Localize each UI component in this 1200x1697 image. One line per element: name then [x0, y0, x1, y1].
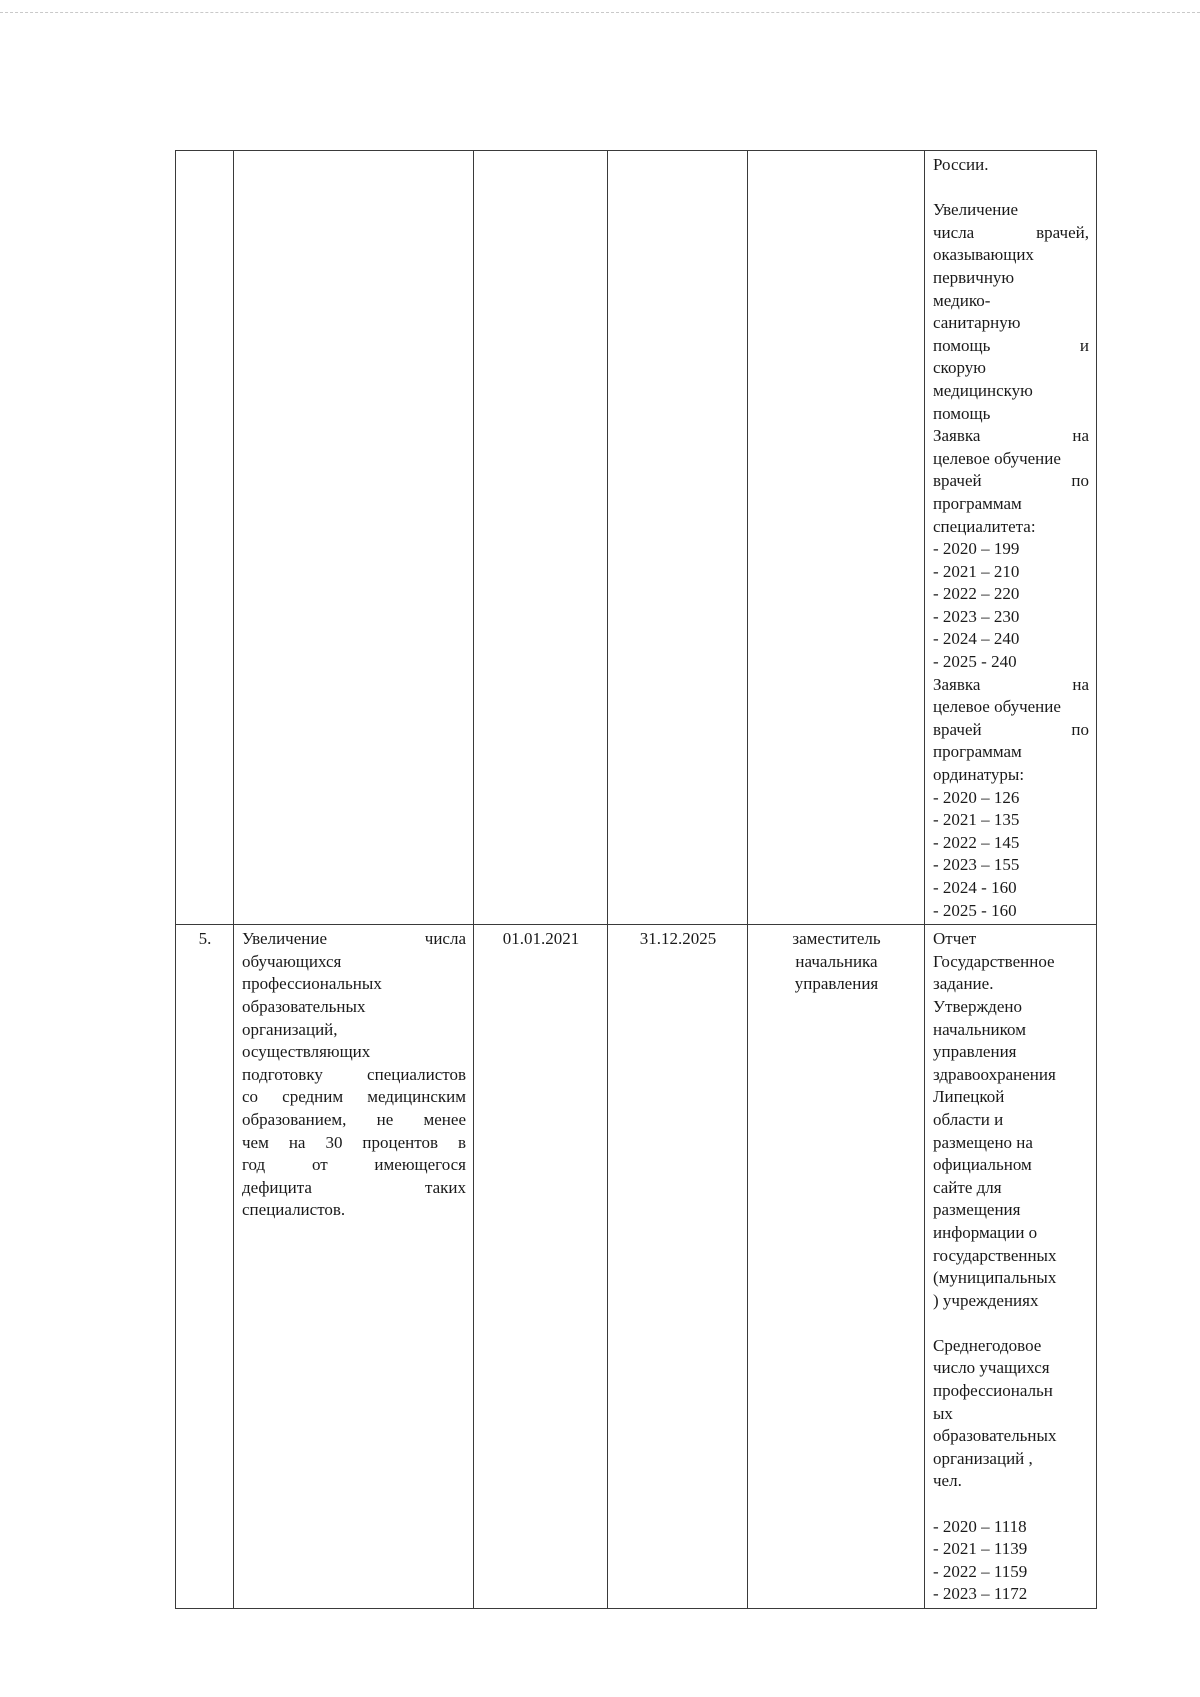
result-line: Заявка на [933, 674, 1089, 694]
cell-number [176, 925, 234, 1609]
result-text-block-a [933, 154, 1089, 177]
task-line: обучающихся [242, 951, 342, 971]
cell-start-empty [474, 151, 608, 925]
result-line: - 2024 – 240 [933, 629, 1020, 649]
cell-end-date [608, 925, 748, 1609]
result-line: программам [933, 493, 1022, 513]
result-line: - 2025 - 240 [933, 652, 1017, 672]
result-line: сайте для [933, 1177, 1002, 1197]
result-line: - 2025 - 160 [933, 900, 1017, 920]
result-line: целевое обучение [933, 448, 1061, 468]
task-line: чем на 30 процентов в [242, 1132, 466, 1152]
result-line: размещения [933, 1200, 1021, 1220]
result-line: программам [933, 742, 1022, 762]
start-date: 01.01.2021 [502, 929, 580, 949]
result-line: санитарную [933, 313, 1021, 333]
result-line: целевое обучение [933, 697, 1061, 717]
result-line: медицинскую [933, 380, 1033, 400]
result-line: информации о [933, 1222, 1038, 1242]
result-text-block-c [933, 1516, 1089, 1606]
cell-start-date [474, 925, 608, 1609]
cell-responsible-empty [748, 151, 925, 925]
task-line: осуществляющих [242, 1042, 371, 1062]
result-line: образовательных [933, 1426, 1057, 1446]
cell-number-empty [176, 151, 234, 925]
task-line: специалистов. [242, 1200, 346, 1220]
cell-task [234, 925, 474, 1609]
task-line: организаций, [242, 1019, 338, 1039]
result-line: - 2022 – 145 [933, 832, 1020, 852]
result-line: - 2023 – 1172 [933, 1584, 1028, 1604]
cell-responsible [748, 925, 925, 1609]
result-line: первичную [933, 267, 1015, 287]
responsible-line: заместитель [792, 929, 881, 949]
cell-result-continued [925, 151, 1097, 925]
result-line: организаций , [933, 1448, 1033, 1468]
result-line: Липецкой [933, 1087, 1005, 1107]
scan-edge-line [0, 12, 1200, 13]
result-text-block-b [933, 199, 1089, 922]
result-line: - 2020 – 126 [933, 787, 1020, 807]
end-date: 31.12.2025 [639, 929, 717, 949]
table-row-continued [176, 151, 1097, 925]
cell-end-empty [608, 151, 748, 925]
plan-table [175, 150, 1097, 1609]
result-line: Государственное [933, 951, 1055, 971]
result-line: области и [933, 1109, 1004, 1129]
row-number: 5. [198, 929, 212, 949]
result-line: официальном [933, 1155, 1032, 1175]
result-line: медико- [933, 290, 991, 310]
task-line: дефицита таких [242, 1177, 466, 1197]
result-line: скорую [933, 358, 986, 378]
result-line: Утверждено [933, 996, 1022, 1016]
result-line: ординатуры: [933, 765, 1025, 785]
responsible-line: начальника [795, 951, 878, 971]
result-line: начальником [933, 1019, 1026, 1039]
table-row-5 [176, 925, 1097, 1609]
task-line: профессиональных [242, 974, 382, 994]
result-line: управления [933, 1042, 1017, 1062]
task-line: со средним медицинским [242, 1087, 466, 1107]
result-line: Увеличение [933, 200, 1019, 220]
task-line: год от имеющегося [242, 1155, 466, 1175]
result-line: число учащихся [933, 1358, 1050, 1378]
result-line: Заявка на [933, 426, 1089, 446]
responsible-line: управления [794, 974, 879, 994]
result-line: здравоохранения [933, 1064, 1056, 1084]
result-line: чел. [933, 1471, 962, 1491]
result-line: - 2021 – 135 [933, 810, 1020, 830]
result-line: ) учреждениях [933, 1290, 1039, 1310]
result-line: Отчет [933, 929, 977, 949]
cell-task-empty [234, 151, 474, 925]
result-line: ых [933, 1403, 953, 1423]
result-line: профессиональн [933, 1381, 1053, 1401]
result-line: (муниципальных [933, 1268, 1057, 1288]
result-line: оказывающих [933, 245, 1034, 265]
result-line: - 2020 – 199 [933, 539, 1020, 559]
result-line: - 2023 – 155 [933, 855, 1020, 875]
result-line: помощь и [933, 335, 1089, 355]
result-line: числа врачей, [933, 222, 1089, 242]
result-line: - 2024 - 160 [933, 878, 1017, 897]
result-line: государственных [933, 1245, 1057, 1265]
task-line: Увеличение числа [242, 929, 466, 949]
result-line: - 2022 – 220 [933, 584, 1020, 604]
task-line: подготовку специалистов [242, 1064, 466, 1084]
result-line: - 2022 – 1159 [933, 1561, 1028, 1581]
result-line: - 2021 – 210 [933, 561, 1020, 581]
result-line: врачей по [933, 471, 1089, 491]
task-line: образованием, не менее [242, 1109, 466, 1129]
result-line: Среднегодовое [933, 1335, 1042, 1355]
result-text-block-a [933, 928, 1089, 1312]
result-line: помощь [933, 403, 991, 423]
result-line: - 2021 – 1139 [933, 1539, 1028, 1559]
result-line: размещено на [933, 1132, 1033, 1152]
result-text-block-b [933, 1335, 1089, 1493]
result-line: - 2023 – 230 [933, 606, 1020, 626]
result-line: специалитета: [933, 516, 1036, 536]
result-line: - 2020 – 1118 [933, 1516, 1027, 1536]
result-line: задание. [933, 974, 994, 994]
task-line: образовательных [242, 996, 366, 1016]
result-line: врачей по [933, 719, 1089, 739]
cell-result [925, 925, 1097, 1609]
result-line: России. [933, 155, 989, 174]
